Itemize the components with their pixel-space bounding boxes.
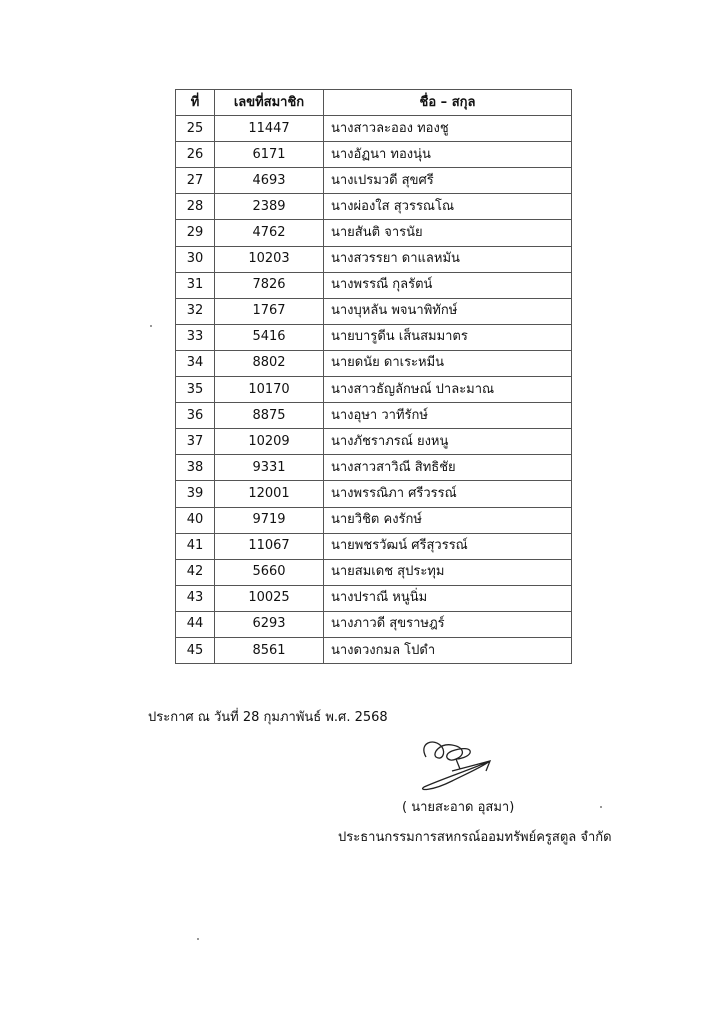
cell-no: 29 <box>176 220 215 246</box>
table-body <box>176 116 572 664</box>
cell-member-id: 5660 <box>215 559 324 585</box>
table-row <box>176 220 572 246</box>
cell-member-id: 8875 <box>215 403 324 429</box>
cell-member-id: 10025 <box>215 585 324 611</box>
cell-name: นางเปรมวดี สุขศรี <box>324 168 572 194</box>
table-row <box>176 637 572 663</box>
table-row <box>176 377 572 403</box>
signatory-name: ( นายสะอาด อุสมา) <box>402 800 515 815</box>
scan-speck <box>197 938 199 940</box>
table-row <box>176 324 572 350</box>
cell-name: นางผ่องใส สุวรรณโณ <box>324 194 572 220</box>
cell-member-id: 6293 <box>215 611 324 637</box>
cell-no: 38 <box>176 455 215 481</box>
announcement-date: ประกาศ ณ วันที่ 28 กุมภาพันธ์ พ.ศ. 2568 <box>148 710 388 725</box>
cell-name: นางภาวดี สุขราษฎร์ <box>324 611 572 637</box>
cell-member-id: 12001 <box>215 481 324 507</box>
table-row <box>176 481 572 507</box>
cell-member-id: 4693 <box>215 168 324 194</box>
cell-member-id: 10209 <box>215 429 324 455</box>
table-row <box>176 142 572 168</box>
cell-no: 41 <box>176 533 215 559</box>
cell-no: 39 <box>176 481 215 507</box>
cell-name: นางบุหลัน พจนาพิทักษ์ <box>324 298 572 324</box>
cell-member-id: 2389 <box>215 194 324 220</box>
header-no: ที่ <box>176 90 215 116</box>
cell-member-id: 9719 <box>215 507 324 533</box>
cell-name: นางสาวละออง ทองชู <box>324 116 572 142</box>
cell-name: นางอัฏนา ทองนุ่น <box>324 142 572 168</box>
cell-member-id: 11067 <box>215 533 324 559</box>
header-name: ชื่อ – สกุล <box>324 90 572 116</box>
cell-member-id: 8802 <box>215 350 324 376</box>
cell-member-id: 7826 <box>215 272 324 298</box>
table-row <box>176 533 572 559</box>
signatory-title: ประธานกรรมการสหกรณ์ออมทรัพย์ครูสตูล จำกัด <box>338 830 612 845</box>
cell-no: 30 <box>176 246 215 272</box>
table-row <box>176 350 572 376</box>
cell-no: 32 <box>176 298 215 324</box>
cell-name: นายดนัย ดาเระหมีน <box>324 350 572 376</box>
cell-name: นางพรรณี กุลรัตน์ <box>324 272 572 298</box>
table-row <box>176 403 572 429</box>
header-member-id: เลขที่สมาชิก <box>215 90 324 116</box>
signature-image <box>412 735 512 795</box>
table-row <box>176 507 572 533</box>
cell-name: นางอุษา วาทีรักษ์ <box>324 403 572 429</box>
table-row <box>176 455 572 481</box>
cell-name: นางสาวสาวิณี สิทธิชัย <box>324 455 572 481</box>
cell-no: 37 <box>176 429 215 455</box>
cell-member-id: 1767 <box>215 298 324 324</box>
cell-no: 28 <box>176 194 215 220</box>
cell-name: นางสวรรยา ดาแลหมัน <box>324 246 572 272</box>
table-row <box>176 246 572 272</box>
cell-no: 40 <box>176 507 215 533</box>
cell-no: 44 <box>176 611 215 637</box>
cell-no: 25 <box>176 116 215 142</box>
cell-name: นายสันติ จารนัย <box>324 220 572 246</box>
table-row <box>176 559 572 585</box>
cell-no: 35 <box>176 377 215 403</box>
cell-no: 42 <box>176 559 215 585</box>
cell-member-id: 5416 <box>215 324 324 350</box>
cell-member-id: 6171 <box>215 142 324 168</box>
table-row <box>176 194 572 220</box>
table-row <box>176 116 572 142</box>
table-row <box>176 429 572 455</box>
cell-member-id: 4762 <box>215 220 324 246</box>
cell-no: 36 <box>176 403 215 429</box>
cell-name: นางพรรณิภา ศรีวรรณ์ <box>324 481 572 507</box>
cell-no: 34 <box>176 350 215 376</box>
cell-member-id: 8561 <box>215 637 324 663</box>
table-row <box>176 272 572 298</box>
member-table <box>175 89 572 664</box>
cell-member-id: 10203 <box>215 246 324 272</box>
table-row <box>176 168 572 194</box>
cell-member-id: 10170 <box>215 377 324 403</box>
cell-member-id: 9331 <box>215 455 324 481</box>
scan-speck <box>150 325 152 327</box>
cell-name: นางสาวธัญลักษณ์ ปาละมาณ <box>324 377 572 403</box>
cell-name: นายพชรวัฒน์ ศรีสุวรรณ์ <box>324 533 572 559</box>
scan-speck <box>600 806 602 808</box>
cell-no: 26 <box>176 142 215 168</box>
cell-member-id: 11447 <box>215 116 324 142</box>
table-header-row <box>176 90 572 116</box>
cell-name: นายสมเดช สุประทุม <box>324 559 572 585</box>
cell-no: 33 <box>176 324 215 350</box>
table-row <box>176 585 572 611</box>
cell-no: 45 <box>176 637 215 663</box>
table-row <box>176 611 572 637</box>
cell-no: 27 <box>176 168 215 194</box>
cell-no: 31 <box>176 272 215 298</box>
cell-name: นางดวงกมล โปดำ <box>324 637 572 663</box>
table-row <box>176 298 572 324</box>
cell-name: นางภัชราภรณ์ ยงหนู <box>324 429 572 455</box>
cell-name: นางปราณี หนูนิ่ม <box>324 585 572 611</box>
cell-no: 43 <box>176 585 215 611</box>
cell-name: นายวิชิต คงรักษ์ <box>324 507 572 533</box>
cell-name: นายบารูดีน เส็นสมมาตร <box>324 324 572 350</box>
